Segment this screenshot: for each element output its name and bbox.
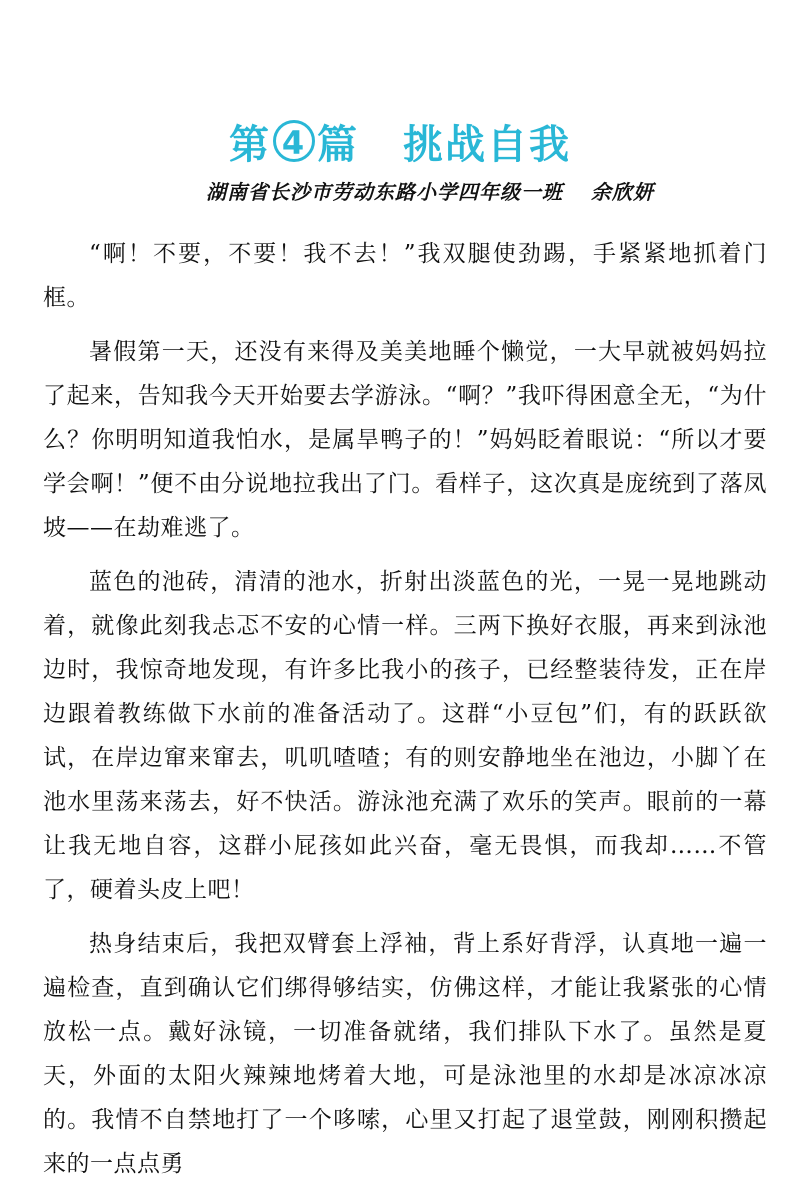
article-body [43, 232, 767, 1196]
author-name: 余欣妍 [591, 180, 654, 204]
author-byline [206, 178, 654, 206]
author-school: 湖南省长沙市劳动东路小学四年级一班 [206, 180, 563, 204]
chapter-number-badge: 4 [273, 120, 315, 162]
paragraph: 热身结束后，我把双臂套上浮袖，背上系好背浮，认真地一遍一遍检查，直到确认它们绑得够结实，仿佛这样，才能让我紧张的心情放松一点。戴好泳镜，一切准备就绪，我们排队下水了。虽然是夏天，外面的太阳火辣辣地烤着大地，可是泳池里的水却是冰凉冰凉的。我情不自禁地打了一个哆嗦，心里又打起了退堂鼓，刚刚积攒起来的一点点勇 [43, 931, 767, 1177]
paragraph: “啊！不要，不要！我不去！”我双腿使劲踢，手紧紧地抓着门框。 [43, 241, 767, 311]
title-prefix: 第 [229, 121, 271, 168]
paragraph: 暑假第一天，还没有来得及美美地睡个懒觉，一大早就被妈妈拉了起来，告知我今天开始要去学游泳。“啊？”我吓得困意全无，“为什么？你明明知道我怕水，是属旱鸭子的！”妈妈眨着眼说：“所以才要学会啊！”便不由分说地拉我出了门。看样子，这次真是庞统到了落凤坡——在劫难逃了。 [43, 339, 767, 541]
title-main: 挑战自我 [403, 121, 571, 168]
article-title [0, 119, 800, 171]
title-suffix: 篇 [317, 121, 359, 168]
paragraph: 蓝色的池砖，清清的池水，折射出淡蓝色的光，一晃一晃地跳动着，就像此刻我忐忑不安的心情一样。三两下换好衣服，再来到泳池边时，我惊奇地发现，有许多比我小的孩子，已经整装待发，正在岸边跟着教练做下水前的准备活动了。这群“小豆包”们，有的跃跃欲试，在岸边窜来窜去，叽叽喳喳；有的则安静地坐在池边，小脚丫在池水里荡来荡去，好不快活。游泳池充满了欢乐的笑声。眼前的一幕让我无地自容，这群小屁孩如此兴奋，毫无畏惧，而我却……不管了，硬着头皮上吧！ [43, 569, 767, 903]
